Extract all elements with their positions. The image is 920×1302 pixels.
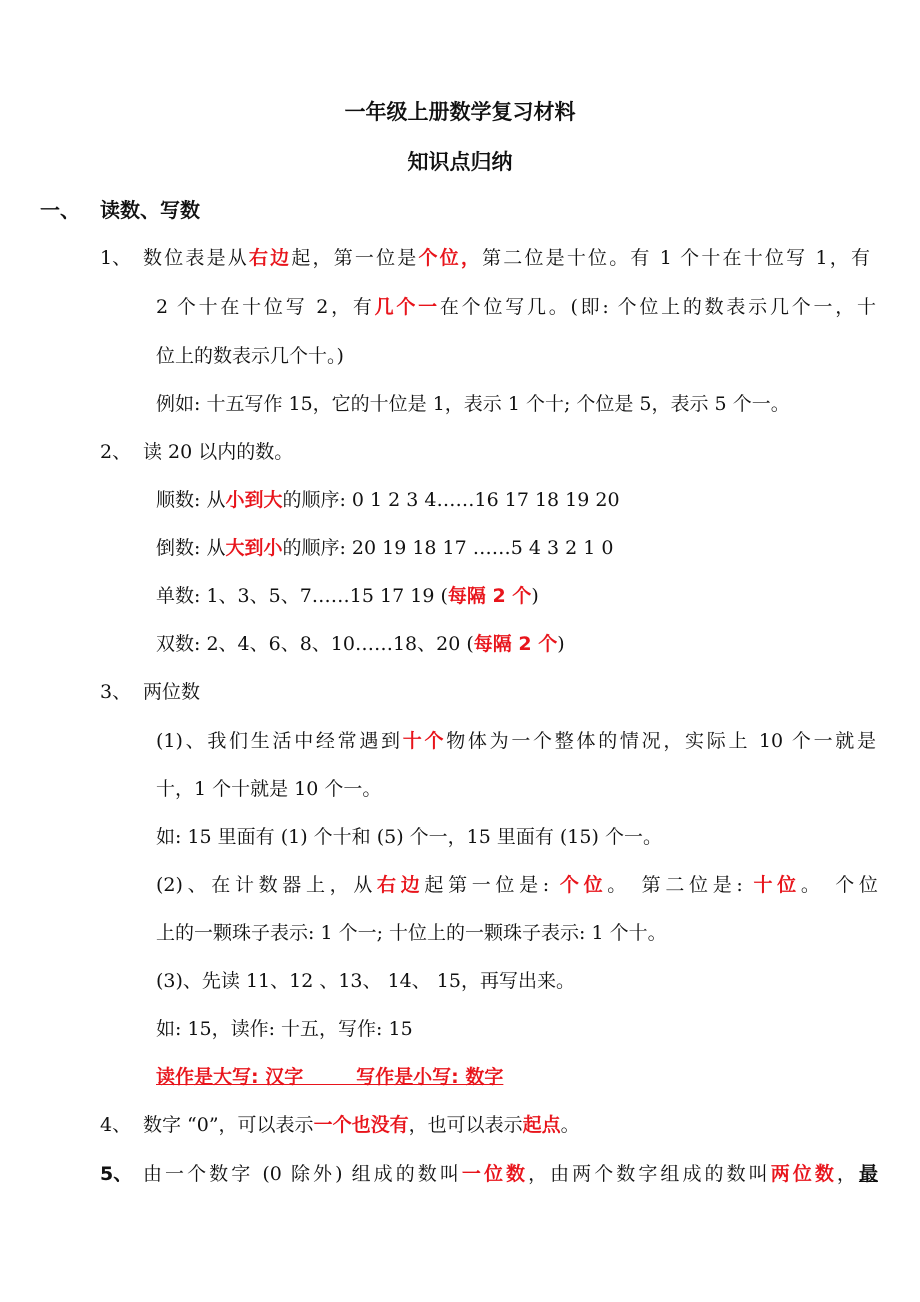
item-number: 4、 bbox=[100, 1114, 132, 1136]
rule-line: 读作是大写: 汉字 写作是小写: 数字 bbox=[156, 1066, 504, 1088]
highlight: 两位数 bbox=[770, 1163, 837, 1185]
item-number: 1、 bbox=[100, 247, 132, 269]
text: 在个位写几。(即: 个位上的数表示几个一，十 bbox=[439, 296, 876, 318]
example-line: 例如: 十五写作 15，它的十位是 1，表示 1 个十; 个位是 5，表示 5 个一。 bbox=[156, 393, 790, 415]
text: (2)、在计数器上，从 bbox=[156, 874, 378, 896]
text: ) bbox=[557, 633, 565, 655]
example-line: 如: 15 里面有 (1) 个十和 (5) 个一，15 里面有 (15) 个一。 bbox=[156, 826, 662, 848]
highlight: 个位 bbox=[559, 874, 608, 896]
item-number: 2、 bbox=[100, 441, 132, 463]
paragraph-line: 上的一颗珠子表示: 1 个一; 十位上的一颗珠子表示: 1 个十。 bbox=[156, 922, 667, 944]
shun-shu-line bbox=[156, 486, 620, 514]
underlined-text: 最 bbox=[858, 1163, 878, 1185]
paragraph-line: 十，1 个十就是 10 个一。 bbox=[156, 778, 382, 800]
text: 物体为一个整体的情况，实际上 10 个一就是 bbox=[446, 730, 876, 752]
highlight: 大到小 bbox=[225, 537, 283, 559]
highlight: 一个也没有 bbox=[313, 1114, 409, 1136]
highlight: 几个一 bbox=[374, 296, 440, 318]
highlight: 小到大 bbox=[225, 489, 283, 511]
dan-shu-line bbox=[156, 582, 539, 610]
text: 起第一位是: bbox=[424, 874, 560, 896]
item-text: 两位数 bbox=[143, 681, 201, 703]
page-subtitle: 知识点归纳 bbox=[407, 150, 513, 174]
highlight: 右边 bbox=[377, 874, 425, 896]
text: 倒数: 从 bbox=[156, 537, 226, 559]
paragraph-line bbox=[156, 871, 878, 899]
text: 的顺序: 0 1 2 3 4……16 17 18 19 20 bbox=[282, 489, 620, 511]
text: 由一个数字 (0 除外) 组成的数叫 bbox=[143, 1163, 462, 1185]
section-number: 一、 bbox=[40, 198, 80, 222]
shuang-shu-line bbox=[156, 630, 565, 658]
text: 顺数: 从 bbox=[156, 489, 226, 511]
paragraph-line bbox=[143, 1111, 580, 1139]
highlight: 十位 bbox=[753, 874, 801, 896]
paragraph-line bbox=[156, 727, 876, 755]
text: ，由两个数字组成的数叫 bbox=[528, 1163, 771, 1185]
highlight: 右边 bbox=[248, 247, 292, 269]
section-heading: 读数、写数 bbox=[100, 198, 200, 222]
text: 。 个位 bbox=[800, 874, 878, 896]
text: 数位表是从 bbox=[143, 247, 249, 269]
text: 双数: 2、4、6、8、10……18、20 ( bbox=[156, 633, 474, 655]
text: 第二位是十位。有 1 个十在十位写 1，有 bbox=[482, 247, 870, 269]
text: (1)、我们生活中经常遇到 bbox=[156, 730, 403, 752]
paragraph-line bbox=[143, 1160, 878, 1188]
dao-shu-line bbox=[156, 534, 614, 562]
paragraph-line: 位上的数表示几个十。) bbox=[156, 345, 344, 367]
text: 。 第二位是: bbox=[607, 874, 754, 896]
highlight: 十个 bbox=[402, 730, 447, 752]
text: 数字 “0”，可以表示 bbox=[143, 1114, 314, 1136]
text: 的顺序: 20 19 18 17 ……5 4 3 2 1 0 bbox=[282, 537, 614, 559]
item-number: 5、 bbox=[100, 1163, 133, 1185]
text: 2 个十在十位写 2，有 bbox=[156, 296, 375, 318]
highlight: 每隔 2 个 bbox=[447, 585, 532, 607]
item-text: 读 20 以内的数。 bbox=[143, 441, 294, 463]
text: ， bbox=[836, 1163, 859, 1185]
text: ) bbox=[531, 585, 539, 607]
item-number: 3、 bbox=[100, 681, 132, 703]
highlight: 个位， bbox=[418, 247, 483, 269]
page-title: 一年级上册数学复习材料 bbox=[344, 100, 576, 124]
text: 。 bbox=[560, 1114, 580, 1136]
highlight: 起点 bbox=[522, 1114, 561, 1136]
example-line: 如: 15，读作: 十五，写作: 15 bbox=[156, 1018, 413, 1040]
paragraph-line bbox=[143, 244, 870, 272]
text: 起，第一位是 bbox=[291, 247, 419, 269]
paragraph-line bbox=[156, 293, 876, 321]
text: 单数: 1、3、5、7……15 17 19 ( bbox=[156, 585, 448, 607]
highlight: 一位数 bbox=[461, 1163, 529, 1185]
highlight: 每隔 2 个 bbox=[473, 633, 558, 655]
paragraph-line: (3)、先读 11、12 、13、 14、 15，再写出来。 bbox=[156, 970, 575, 992]
text: ，也可以表示 bbox=[408, 1114, 523, 1136]
